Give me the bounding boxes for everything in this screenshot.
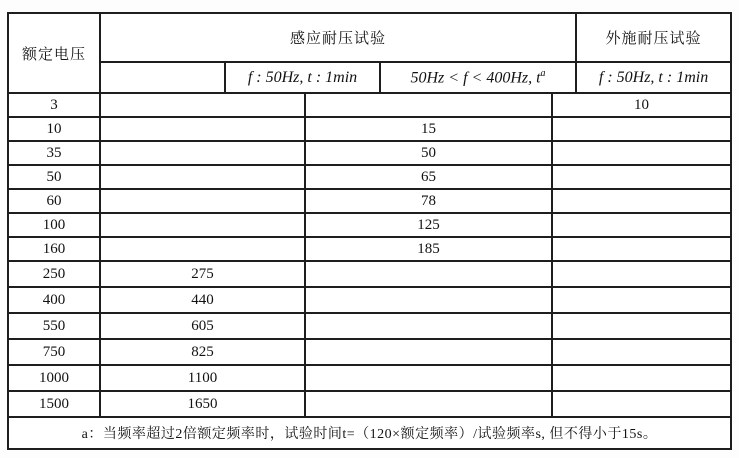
cell-rated: 550 <box>8 313 100 339</box>
cell-applied <box>552 213 731 237</box>
cell-induced-b <box>100 117 305 141</box>
cell-applied <box>552 237 731 261</box>
cell-induced-b: 440 <box>100 287 305 313</box>
table-row <box>8 261 731 287</box>
cell-rated: 250 <box>8 261 100 287</box>
cell-applied <box>552 391 731 417</box>
table-row <box>8 213 731 237</box>
cell-applied <box>552 141 731 165</box>
cell-applied <box>552 189 731 213</box>
cell-induced-b: 825 <box>100 339 305 365</box>
cell-rated: 60 <box>8 189 100 213</box>
cell-induced-b: 275 <box>100 261 305 287</box>
cell-applied <box>552 313 731 339</box>
table-row <box>8 339 731 365</box>
cell-applied: 10 <box>552 93 731 117</box>
header-sub-induced-50hz: f : 50Hz, t : 1min <box>225 62 380 93</box>
cell-applied <box>552 165 731 189</box>
cell-induced-b <box>100 165 305 189</box>
header-sub-applied-50hz: f : 50Hz, t : 1min <box>576 62 731 93</box>
cell-rated: 1500 <box>8 391 100 417</box>
cell-induced-b <box>100 213 305 237</box>
cell-induced-b: 1100 <box>100 365 305 391</box>
cell-induced-c <box>305 339 552 365</box>
cell-induced-b <box>100 141 305 165</box>
table-row <box>8 237 731 261</box>
header-applied-test: 外施耐压试验 <box>576 13 731 62</box>
cell-rated: 400 <box>8 287 100 313</box>
cell-induced-c <box>305 365 552 391</box>
cell-rated: 750 <box>8 339 100 365</box>
table-row <box>8 391 731 417</box>
header-induced-test: 感应耐压试验 <box>100 13 576 62</box>
table-row <box>8 93 731 117</box>
table-row <box>8 117 731 141</box>
cell-induced-c: 185 <box>305 237 552 261</box>
withstand-voltage-test-table <box>7 12 732 450</box>
cell-rated: 3 <box>8 93 100 117</box>
cell-induced-b <box>100 189 305 213</box>
footnote-row <box>8 417 731 449</box>
cell-applied <box>552 261 731 287</box>
cell-induced-c: 78 <box>305 189 552 213</box>
cell-induced-c: 65 <box>305 165 552 189</box>
cell-induced-c <box>305 261 552 287</box>
header-sub-induced-range <box>380 62 576 93</box>
cell-applied <box>552 365 731 391</box>
cell-rated: 35 <box>8 141 100 165</box>
cell-rated: 100 <box>8 213 100 237</box>
cell-induced-b: 1650 <box>100 391 305 417</box>
cell-induced-c: 125 <box>305 213 552 237</box>
cell-rated: 160 <box>8 237 100 261</box>
cell-rated: 50 <box>8 165 100 189</box>
cell-applied <box>552 339 731 365</box>
cell-rated: 1000 <box>8 365 100 391</box>
cell-induced-b <box>100 237 305 261</box>
table-footnote: a：当频率超过2倍额定频率时，试验时间t=（120×额定频率）/试验频率s, 但不得小于15s。 <box>8 417 731 449</box>
cell-induced-c: 15 <box>305 117 552 141</box>
header-sub-blank <box>100 62 225 93</box>
cell-induced-c <box>305 287 552 313</box>
cell-induced-c <box>305 93 552 117</box>
header-row-2 <box>8 62 731 93</box>
table-row <box>8 165 731 189</box>
table-row <box>8 141 731 165</box>
table-row <box>8 365 731 391</box>
cell-induced-b: 605 <box>100 313 305 339</box>
cell-applied <box>552 117 731 141</box>
cell-induced-b <box>100 93 305 117</box>
table-row <box>8 313 731 339</box>
header-row-1 <box>8 13 731 62</box>
cell-induced-c <box>305 313 552 339</box>
cell-induced-c: 50 <box>305 141 552 165</box>
table-row <box>8 189 731 213</box>
table-row <box>8 287 731 313</box>
cell-induced-c <box>305 391 552 417</box>
range-formula-text: 50Hz < f < 400Hz, t <box>410 69 541 87</box>
cell-rated: 10 <box>8 117 100 141</box>
cell-applied <box>552 287 731 313</box>
footnote-marker-a: a <box>540 67 546 79</box>
header-rated-voltage: 额定电压 <box>8 13 100 93</box>
